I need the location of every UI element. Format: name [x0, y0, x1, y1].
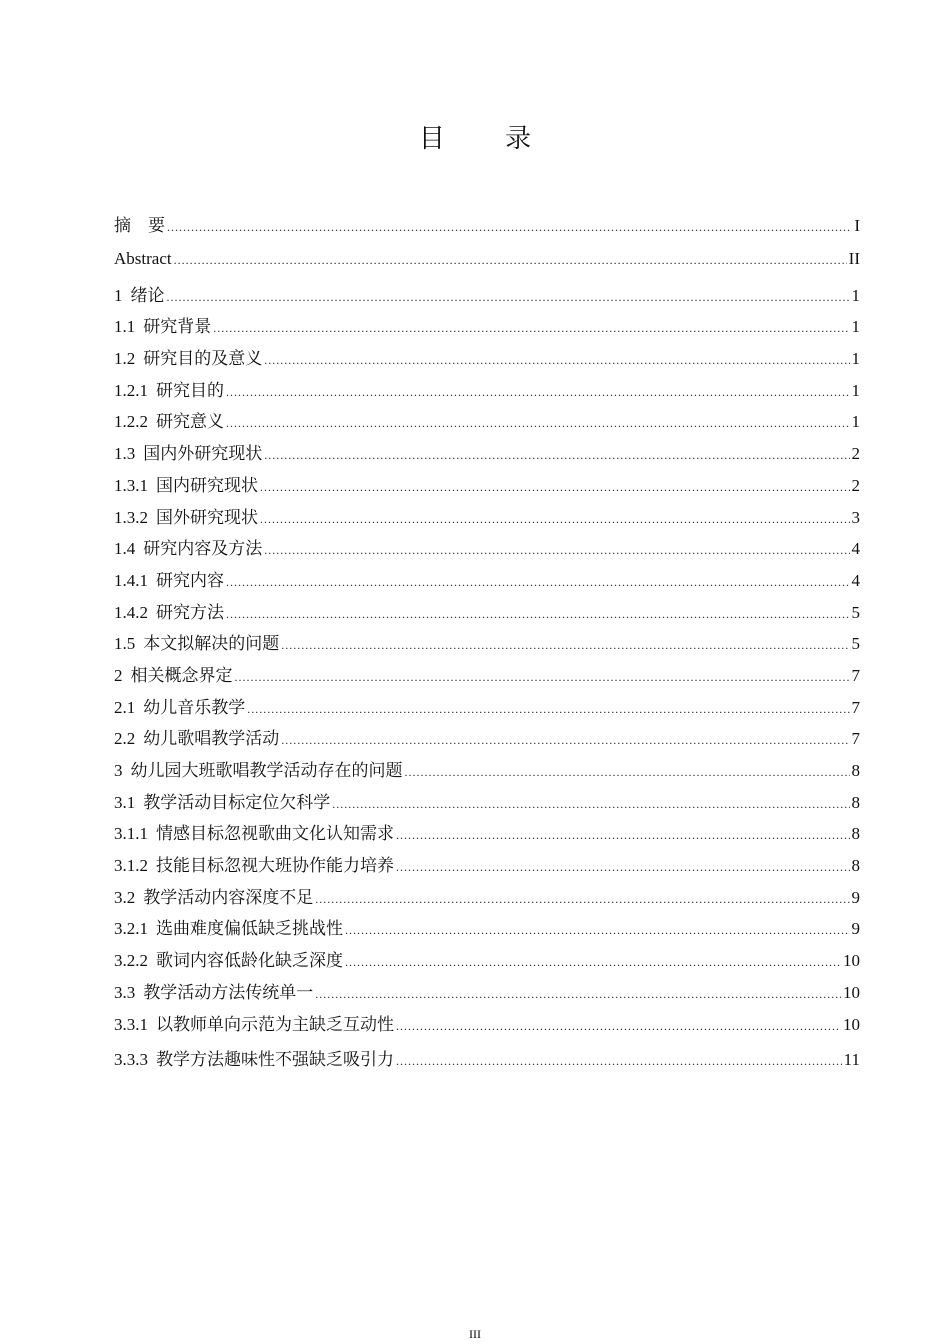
toc-entry-title: 幼儿音乐教学	[143, 697, 246, 718]
toc-page-number: 9	[851, 919, 860, 939]
toc-entry[interactable]	[114, 883, 860, 915]
toc-page-number: 10	[843, 951, 860, 971]
toc-page-number: 10	[843, 982, 860, 1002]
toc-entry[interactable]	[114, 312, 860, 344]
toc-page-number: 1	[851, 380, 860, 400]
toc-dot-leader	[332, 797, 849, 812]
toc-dot-leader	[260, 480, 850, 495]
toc-dot-leader	[167, 220, 852, 235]
toc-dot-leader	[226, 607, 850, 622]
toc-entry[interactable]	[114, 534, 860, 566]
toc-entry-title: 选曲难度偏低缺乏挑战性	[156, 919, 343, 940]
toc-section-number: 3.2	[114, 887, 136, 907]
toc-entry[interactable]	[114, 914, 860, 946]
toc-page-number: 7	[851, 697, 860, 717]
toc-entry-title: 教学活动内容深度不足	[143, 887, 314, 908]
toc-entry-title: 研究内容及方法	[143, 539, 263, 560]
toc-section-number: 1.2	[114, 349, 136, 369]
toc-entry[interactable]	[114, 566, 860, 598]
page-number-footer: III	[469, 1327, 481, 1341]
toc-section-number: 1.4	[114, 539, 136, 559]
toc-page-number: 9	[851, 887, 860, 907]
toc-dot-leader	[315, 892, 849, 907]
toc-section-number: 2.2	[114, 729, 136, 749]
toc-dot-leader	[226, 385, 850, 400]
toc-page-number: 2	[851, 444, 860, 464]
toc-dot-leader	[315, 987, 841, 1002]
toc-section-number: 3.3	[114, 982, 136, 1002]
toc-dot-leader	[226, 575, 850, 590]
toc-section-number: 3.3.1	[114, 1014, 148, 1034]
toc-section-number: 2	[114, 665, 123, 685]
toc-entry[interactable]	[114, 629, 860, 661]
table-of-contents	[114, 211, 860, 1076]
toc-dot-leader	[264, 353, 849, 368]
toc-dot-leader	[405, 765, 850, 780]
toc-entry-title: 歌词内容低龄化缺乏深度	[156, 951, 343, 972]
toc-dot-leader	[174, 253, 847, 268]
toc-section-number: 1	[114, 285, 123, 305]
toc-page-number: 1	[851, 285, 860, 305]
toc-entry[interactable]	[114, 249, 860, 281]
toc-entry-title: 国内外研究现状	[143, 444, 263, 465]
toc-dot-leader	[281, 733, 849, 748]
toc-entry-title: 教学活动方法传统单一	[143, 982, 314, 1003]
toc-entry[interactable]	[114, 1045, 860, 1077]
toc-entry-title: 研究目的及意义	[143, 349, 263, 370]
toc-dot-leader	[226, 416, 850, 431]
toc-entry[interactable]	[114, 407, 860, 439]
toc-entry[interactable]	[114, 503, 860, 535]
toc-dot-leader	[281, 638, 849, 653]
toc-section-number: 1.2.2	[114, 412, 148, 432]
toc-page-number: 8	[851, 824, 860, 844]
toc-dot-leader	[235, 670, 850, 685]
toc-entry-title: 国外研究现状	[156, 507, 258, 528]
toc-entry-title: 研究目的	[156, 380, 224, 401]
toc-section-number: 1.4.2	[114, 602, 148, 622]
toc-entry-title: 研究背景	[143, 317, 212, 338]
toc-dot-leader	[396, 828, 850, 843]
toc-page-number: 8	[851, 761, 860, 780]
toc-entry-title: 教学方法趣味性不强缺乏吸引力	[156, 1049, 394, 1070]
toc-section-number: 1.4.1	[114, 570, 148, 590]
toc-entry[interactable]	[114, 661, 860, 693]
toc-entry[interactable]	[114, 281, 860, 313]
toc-page-number: 11	[843, 1049, 860, 1069]
toc-entry-title: Abstract	[114, 249, 172, 268]
toc-page-number: 1	[851, 317, 860, 337]
toc-section-number: 1.3.1	[114, 475, 148, 495]
toc-entry[interactable]	[114, 756, 860, 788]
toc-section-number: 3.1	[114, 792, 136, 812]
toc-page-number: 5	[851, 602, 860, 622]
toc-page-number: 7	[851, 729, 860, 749]
toc-section-number: 3.1.2	[114, 856, 148, 876]
toc-dot-leader	[345, 923, 850, 938]
toc-entry[interactable]	[114, 211, 860, 249]
toc-page-number: 2	[851, 475, 860, 495]
toc-entry-title: 研究意义	[156, 412, 224, 433]
toc-page-number: 5	[851, 634, 860, 654]
toc-dot-leader	[247, 702, 849, 717]
toc-section-number: 1.2.1	[114, 380, 148, 400]
toc-entry[interactable]	[114, 1010, 860, 1045]
toc-entry[interactable]	[114, 439, 860, 471]
toc-dot-leader	[167, 290, 850, 305]
toc-entry[interactable]	[114, 788, 860, 820]
toc-dot-leader	[396, 860, 850, 875]
toc-page-number: 4	[851, 539, 860, 559]
toc-section-number: 3.2.2	[114, 951, 148, 971]
toc-entry-title: 幼儿歌唱教学活动	[143, 729, 280, 750]
toc-entry-title: 绪论	[130, 285, 165, 306]
toc-entry-title: 研究方法	[156, 602, 224, 623]
toc-page-number: 10	[843, 1014, 860, 1034]
toc-page-number: 8	[851, 792, 860, 812]
toc-page-number: 1	[851, 349, 860, 369]
toc-page-number: II	[848, 249, 860, 268]
toc-entry[interactable]	[114, 693, 860, 725]
toc-dot-leader	[260, 512, 850, 527]
toc-entry[interactable]	[114, 978, 860, 1010]
toc-entry[interactable]	[114, 946, 860, 978]
toc-dot-leader	[396, 1019, 841, 1034]
toc-entry-title: 本文拟解决的问题	[143, 634, 280, 655]
toc-section-number: 2.1	[114, 697, 136, 717]
toc-dot-leader	[264, 543, 849, 558]
toc-page-number: 4	[851, 570, 860, 590]
toc-section-number: 1.3	[114, 444, 136, 464]
toc-section-number: 1.1	[114, 317, 136, 337]
toc-page-number: I	[854, 216, 860, 235]
toc-section-number: 1.5	[114, 634, 136, 654]
toc-dot-leader	[396, 1054, 842, 1069]
toc-entry[interactable]	[114, 376, 860, 408]
toc-section-number: 3.1.1	[114, 824, 148, 844]
toc-entry[interactable]	[114, 598, 860, 630]
toc-entry[interactable]	[114, 344, 860, 376]
toc-entry-title: 摘 要	[114, 216, 165, 236]
toc-entry[interactable]	[114, 851, 860, 883]
toc-dot-leader	[264, 448, 849, 463]
toc-entry-title: 教学活动目标定位欠科学	[143, 792, 331, 813]
toc-dot-leader	[213, 321, 849, 336]
toc-entry-title: 幼儿园大班歌唱教学活动存在的问题	[130, 761, 403, 781]
toc-entry-title: 技能目标忽视大班协作能力培养	[156, 856, 394, 877]
toc-page-number: 3	[851, 507, 860, 527]
toc-section-number: 3.3.3	[114, 1049, 148, 1069]
toc-entry-title: 以教师单向示范为主缺乏互动性	[156, 1014, 394, 1035]
toc-section-number: 3	[114, 761, 123, 780]
toc-entry-title: 情感目标忽视歌曲文化认知需求	[156, 824, 394, 845]
toc-page-number: 1	[851, 412, 860, 432]
toc-entry-title: 研究内容	[156, 570, 224, 591]
toc-entry-title: 相关概念界定	[130, 665, 233, 686]
toc-entry[interactable]	[114, 471, 860, 503]
toc-entry-title: 国内研究现状	[156, 475, 258, 496]
toc-page-number: 7	[851, 665, 860, 685]
toc-section-number: 3.2.1	[114, 919, 148, 939]
toc-section-number: 1.3.2	[114, 507, 148, 527]
toc-entry[interactable]	[114, 819, 860, 851]
toc-entry[interactable]	[114, 724, 860, 756]
toc-dot-leader	[345, 955, 841, 970]
toc-page-number: 8	[851, 856, 860, 876]
page-title: 目 录	[418, 124, 558, 154]
